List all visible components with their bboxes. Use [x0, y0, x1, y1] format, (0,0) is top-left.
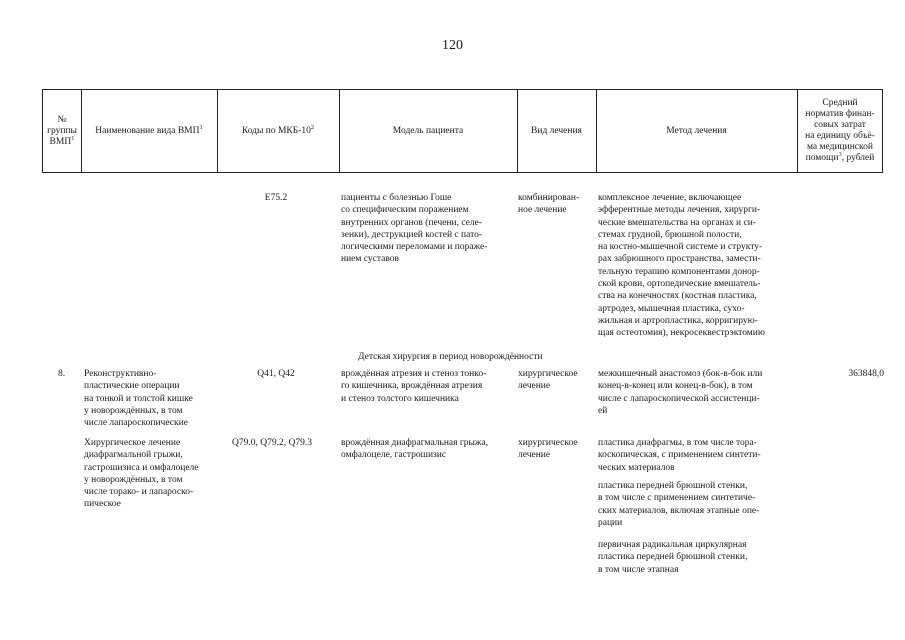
- page-number: 120: [442, 38, 463, 53]
- header-icd-codes-text: Коды по МКБ-10: [241, 125, 311, 136]
- row-8-number: 8.: [58, 369, 66, 379]
- hernia-method-abdominal-wall: пластика передней брюшной стенки, в том числе с применением синтетиче- ских материалов, включая этапные опе- рации: [598, 481, 760, 528]
- hernia-method-radical: первичная радикальная циркулярная пластика передней брюшной стенки, в том числе этапная: [598, 540, 748, 575]
- header-vmp-name: [81, 90, 217, 172]
- row-8-patient-model: врождённая атрезия и стеноз тонко- го кишечника, врождённая атрезия и стеноз толстого кишечника: [341, 369, 487, 404]
- hernia-vmp-name: Хирургическое лечение диафрагмальной грыжи, гастрошизиса и омфалоцеле у новорождённых, в том числе торако- и лапароско- пическое: [84, 438, 199, 510]
- header-cost-sup: 3: [838, 150, 842, 158]
- section-title: Детская хирургия в период новорождённости: [358, 352, 543, 362]
- header-cost-line: ма медицинской: [806, 142, 873, 152]
- gaucher-icd-code: E75.2: [264, 193, 288, 203]
- hernia-method-diaphragm: пластика диафрагмы, в том числе тора- коскопическая, с применением синтети- ческих материалов: [598, 438, 761, 473]
- gaucher-patient-model: пациенты с болезнью Гоше со специфическим поражением внутренних органов (печени, селе- зенки), деструкцией костей с пато- логическими переломами и пораже- нием суставов: [341, 193, 488, 265]
- hernia-patient-model: врождённая диафрагмальная грыжа, омфалоцеле, гастрошизис: [341, 438, 489, 461]
- row-8-treatment-type: хирургическое лечение: [518, 369, 578, 392]
- hernia-icd-codes: Q79.0, Q79.2, Q79.3: [232, 438, 312, 448]
- header-patient-model: Модель пациента: [392, 125, 464, 136]
- header-cost-line: совых затрат: [814, 120, 866, 130]
- header-cost-line: на единицу объё-: [805, 131, 875, 141]
- header-cost-line: Средний: [822, 98, 858, 108]
- row-8-average-cost: 363848,0: [848, 369, 884, 379]
- header-icd-codes: [217, 90, 339, 172]
- row-8-vmp-name: Реконструктивно- пластические операции на тонкой и толстой кишке у новорождённых, в том числе лапароскопические: [84, 369, 193, 429]
- header-treatment-type: Вид лечения: [531, 125, 582, 136]
- header-cost-line: помощи: [805, 153, 839, 163]
- header-average-cost: [797, 90, 883, 172]
- header-group-line-3: ВМП: [49, 136, 72, 147]
- header-group-number: [43, 90, 81, 172]
- header-vmp-name-sup: 1: [199, 123, 203, 131]
- gaucher-treatment-method: комплексное лечение, включающее эфферентные методы лечения, хирурги- ческие вмешательства на органах и си- стемах грудной, брюшной полости, на костно-мышечной системе и структу- рах забрюшного пространства, замести- тельную терапию компонентами донор- ской крови, ортопедические вмешатель- ства на конечностях (костная пластика, артродез, мышечная пластика, сухо- жильная и артропластика, корригирую- щая остеотомия), некросеквестрэктомию: [598, 193, 765, 339]
- header-group-line-2: группы: [47, 125, 77, 136]
- row-8-icd-codes: Q41, Q42: [257, 369, 295, 379]
- header-icd-codes-sup: 2: [310, 123, 315, 131]
- header-cost-line: , рублей: [841, 153, 875, 163]
- table-header: [42, 89, 883, 173]
- gaucher-treatment-type: комбинирован- ное лечение: [518, 193, 580, 216]
- header-group-sup: 1: [71, 134, 75, 142]
- header-cost-line: норматив финан-: [805, 109, 875, 119]
- header-vmp-name-text: Наименование вида ВМП: [95, 125, 200, 136]
- row-8-treatment-method: межкишечный анастомоз (бок-в-бок или конец-в-конец или конец-в-бок), в том числе с лапароскопической ассистенци- ей: [598, 369, 763, 416]
- header-group-line-1: №: [57, 114, 67, 125]
- header-treatment-method: Метод лечения: [666, 125, 727, 136]
- hernia-treatment-type: хирургическое лечение: [518, 438, 578, 461]
